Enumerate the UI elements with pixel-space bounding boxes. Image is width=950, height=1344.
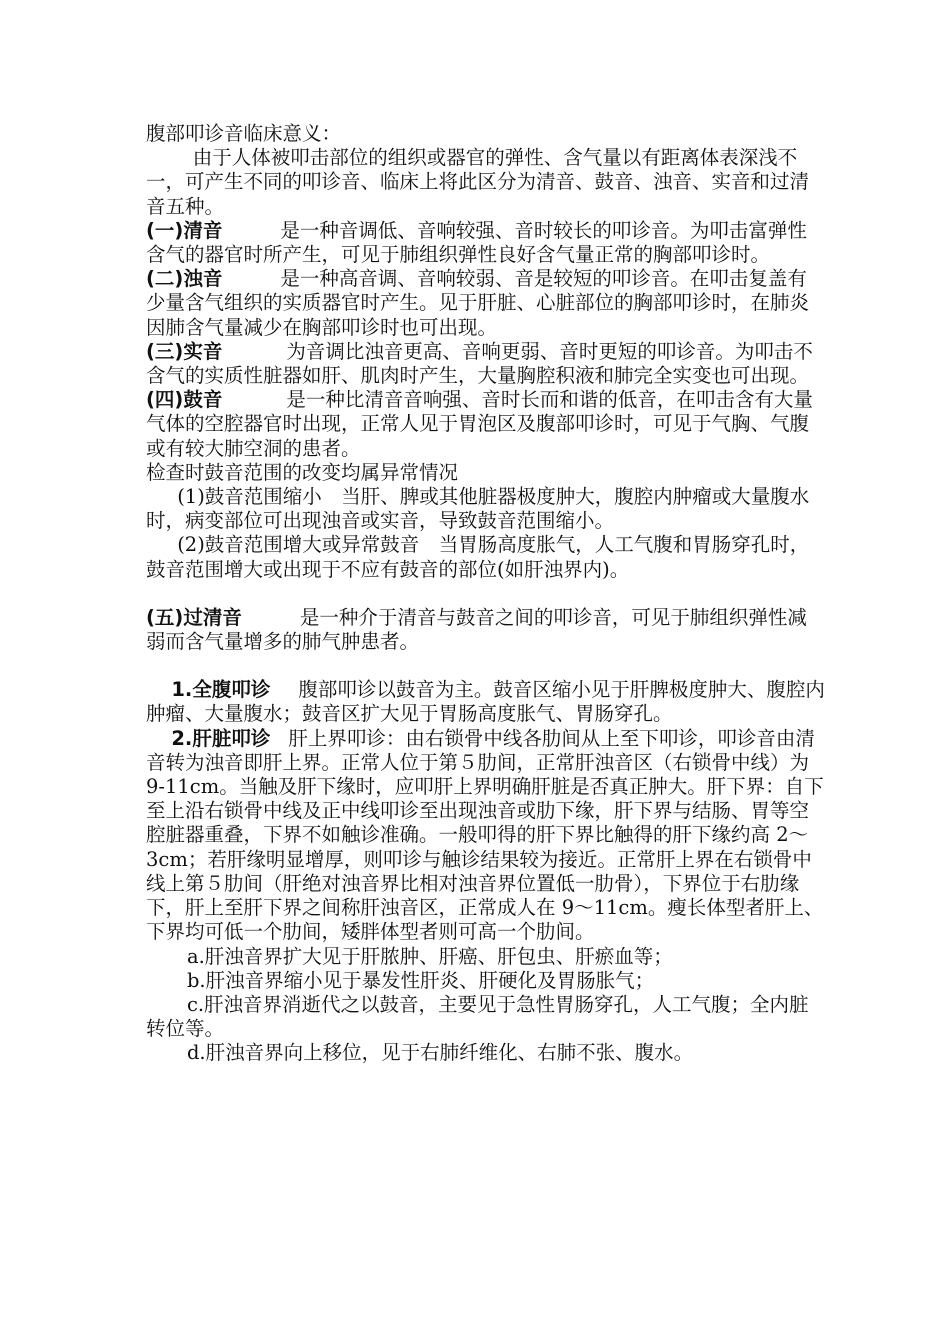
section-text: 是一种介于清音与鼓音之间的叩诊音，可见于肺组织弹性减弱而含气量增多的肺气肿患者。: [146, 605, 807, 654]
check-item-2: (2)鼓音范围增大或异常鼓音 当胃肠高度胀气，人工气腹和胃肠穿孔时，鼓音范围增大或出现于不应有鼓音的部位(如肝浊界内)。: [146, 533, 810, 581]
section-text: 是一种比清音音响强、音时长而和谐的低音，在叩击含有大量气体的空腔器官时出现，正常人见于胃泡区及腹部叩诊时，可见于气胸、气腹或有较大肺空洞的患者。: [146, 388, 813, 460]
item-full-abdomen-percussion: [146, 678, 826, 726]
section-heading: (五)过清音: [146, 605, 242, 629]
check-heading: 检查时鼓音范围的改变均属异常情况: [146, 460, 459, 484]
blank-line: [146, 582, 826, 606]
item-heading: 2.肝脏叩诊: [171, 726, 271, 750]
item-text: 肝上界叩诊：由右锁骨中线各肋间从上至下叩诊，叩诊音由清音转为浊音即肝上界。正常人位于第５肋间，正常肝浊音区（右锁骨中线）为9-11cm。当触及肝下缘时，应叩肝上界明确肝脏是否真正肿大。肝下界：自下至上沿右锁骨中线及正中线叩诊至出现浊音或肋下缘，肝下界与结肠、胃等空腔脏器重叠，下界不如触诊准确。一般叩得的肝下界比触得的肝下缘约高 2～3cm；若肝缘明显增厚，则叩诊与触诊结果较为接近。正常肝上界在右锁骨中线上第５肋间（肝绝对浊音界比相对浊音界位置低一肋骨），下界位于右肋缘下，肝上至肝下界之间称肝浊音区，正常成人在 9～11cm。瘦长体型者肝上、下界均可低一个肋间，矮胖体型者则可高一个肋间。: [146, 726, 824, 944]
list-item-b: b.肝浊音界缩小见于暴发性肝炎、肝硬化及胃肠胀气；: [186, 968, 655, 992]
section-heading: (二)浊音: [146, 267, 223, 291]
item-text: 腹部叩诊以鼓音为主。鼓音区缩小见于肝脾极度肿大、腹腔内肿瘤、大量腹水；鼓音区扩大见于胃肠高度胀气、胃肠穿孔。: [146, 678, 825, 726]
check-item-1: (1)鼓音范围缩小 当肝、脾或其他脏器极度肿大，腹腔内肿瘤或大量腹水时，病变部位可出现浊音或实音，导致鼓音范围缩小。: [146, 485, 810, 533]
section-flat-sound: [146, 340, 826, 388]
document-page: [146, 122, 826, 1066]
section-clear-sound: [146, 219, 826, 267]
section-text: 是一种高音调、音响较弱、音是较短的叩诊音。在叩击复盖有少量含气组织的实质器官时产生。见于肝脏、心脏部位的胸部叩诊时，在肺炎因肺含气量减少在胸部叩诊时也可出现。: [146, 267, 810, 339]
list-item-d: d.肝浊音界向上移位，见于右肺纤维化、右肺不张、腹水。: [186, 1041, 694, 1065]
document-title: 腹部叩诊音临床意义：: [146, 122, 342, 145]
section-hyperresonance: [146, 606, 826, 654]
section-heading: (一)清音: [146, 218, 223, 242]
section-heading: (三)实音: [146, 339, 223, 363]
item-liver-percussion: [146, 727, 826, 945]
item-heading: 1.全腹叩诊: [171, 678, 271, 702]
section-tympanic-sound: [146, 388, 826, 461]
section-heading: (四)鼓音: [146, 388, 223, 412]
section-text: 是一种音调低、音响较强、音时较长的叩诊音。为叩击富弹性含气的器官时所产生，可见于肺组织弹性良好含气量正常的胸部叩诊时。: [146, 218, 807, 267]
intro-paragraph: 由于人体被叩击部位的组织或器官的弹性、含气量以有距离体表深浅不一，可产生不同的叩诊音、临床上将此区分为清音、鼓音、浊音、实音和过清音五种。: [146, 146, 810, 218]
section-text: 为音调比浊音更高、音响更弱、音时更短的叩诊音。为叩击不含气的实质性脏器如肝、肌肉时产生，大量胸腔积液和肺完全实变也可出现。: [146, 339, 813, 388]
list-item-c: c.肝浊音界消逝代之以鼓音，主要见于急性胃肠穿孔，人工气腹；全内脏转位等。: [146, 992, 809, 1041]
list-item-a: a.肝浊音界扩大见于肝脓肿、肝癌、肝包虫、肝瘀血等；: [186, 944, 673, 968]
blank-line: [146, 654, 826, 678]
section-dull-sound: [146, 267, 826, 340]
